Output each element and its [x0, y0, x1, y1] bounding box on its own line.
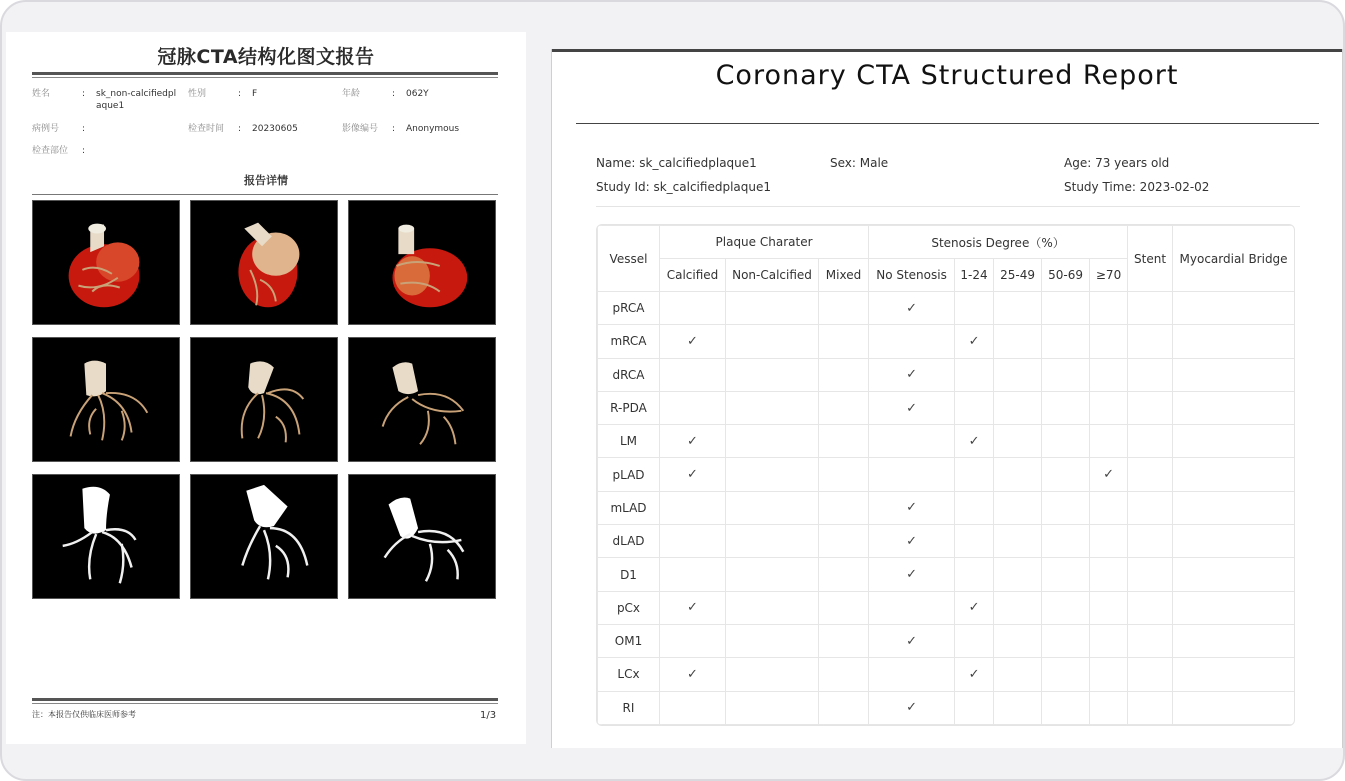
vr-heart-image-1[interactable] [32, 200, 180, 325]
table-cell [819, 691, 869, 724]
table-cell [660, 325, 726, 358]
table-cell [1042, 658, 1090, 691]
table-cell [726, 525, 819, 558]
table-cell [869, 491, 955, 524]
vessel-name: mRCA [598, 325, 660, 358]
table-cell [1090, 358, 1128, 391]
table-cell [1173, 591, 1295, 624]
checkmark-icon: ✓ [687, 433, 698, 449]
calcified-header: Calcified [660, 259, 726, 292]
checkmark-icon: ✓ [687, 600, 698, 616]
table-cell [726, 458, 819, 491]
table-cell [994, 292, 1042, 325]
table-cell [726, 292, 819, 325]
checkmark-icon: ✓ [906, 700, 917, 716]
table-cell [1128, 391, 1173, 424]
table-cell [726, 391, 819, 424]
name-label: 姓名 [32, 89, 51, 99]
vessel-name: dRCA [598, 358, 660, 391]
table-cell [726, 691, 819, 724]
checkmark-icon: ✓ [687, 666, 698, 682]
table-cell [819, 458, 869, 491]
checkmark-icon: ✓ [906, 367, 917, 383]
checkmark-icon: ✓ [906, 567, 917, 583]
table-cell [819, 491, 869, 524]
table-cell [1173, 624, 1295, 657]
table-cell [994, 491, 1042, 524]
table-cell [994, 558, 1042, 591]
image-id-label: 影像编号 [342, 124, 379, 134]
report-title-en: Coronary CTA Structured Report [715, 60, 1179, 91]
table-row [598, 624, 1295, 657]
table-cell [1090, 624, 1128, 657]
table-cell [955, 658, 994, 691]
vessel-name: LCx [598, 658, 660, 691]
stenosis-25-49-header: 25-49 [994, 259, 1042, 292]
table-cell [819, 391, 869, 424]
table-row [598, 325, 1295, 358]
table-cell [1128, 558, 1173, 591]
stenosis-50-69-header: 50-69 [1042, 259, 1090, 292]
table-cell [955, 624, 994, 657]
sex-colon: : [238, 89, 242, 99]
vessel-name: R-PDA [598, 391, 660, 424]
table-cell [1128, 292, 1173, 325]
footer-note: 注：本报告仅供临床医师参考 [32, 710, 136, 719]
coronary-tree-image-1[interactable] [32, 337, 180, 462]
table-row [598, 558, 1295, 591]
table-cell [726, 425, 819, 458]
table-cell [869, 292, 955, 325]
table-cell [869, 558, 955, 591]
title-divider-thin [32, 77, 498, 78]
checkmark-icon: ✓ [906, 533, 917, 549]
table-cell [1128, 458, 1173, 491]
footer-divider-thin [32, 703, 498, 704]
plaque-character-header: Plaque Charater [660, 226, 869, 259]
table-cell [1042, 425, 1090, 458]
table-row [598, 292, 1295, 325]
image-id-colon: : [392, 124, 396, 134]
table-cell [1128, 358, 1173, 391]
table-cell [726, 558, 819, 591]
table-cell [869, 624, 955, 657]
table-cell [660, 358, 726, 391]
table-cell [955, 292, 994, 325]
table-cell [819, 325, 869, 358]
myocardial-bridge-header: Myocardial Bridge [1173, 226, 1295, 292]
table-cell [1090, 391, 1128, 424]
table-cell [726, 325, 819, 358]
exam-time-label: 检查时间 [188, 124, 225, 134]
table-cell [726, 624, 819, 657]
patient-age: Age: 73 years old [1064, 156, 1170, 170]
table-cell [726, 591, 819, 624]
structured-report-table [596, 224, 1295, 726]
name-colon: : [82, 89, 86, 99]
exam-site-colon: : [82, 146, 86, 156]
stenosis-70-plus-header: ≥70 [1090, 259, 1128, 292]
stent-header: Stent [1128, 226, 1173, 292]
case-label: 病例号 [32, 124, 60, 134]
checkmark-icon: ✓ [906, 300, 917, 316]
mixed-header: Mixed [819, 259, 869, 292]
footer-divider [32, 698, 498, 701]
table-cell [955, 358, 994, 391]
table-cell [955, 591, 994, 624]
checkmark-icon: ✓ [687, 467, 698, 483]
table-cell [726, 658, 819, 691]
table-row [598, 525, 1295, 558]
exam-time-colon: : [238, 124, 242, 134]
table-cell [660, 491, 726, 524]
vessel-table-body [598, 292, 1295, 725]
table-cell [994, 624, 1042, 657]
table-cell [1128, 491, 1173, 524]
table-cell [1042, 458, 1090, 491]
table-cell [819, 658, 869, 691]
table-cell [869, 525, 955, 558]
table-row [598, 658, 1295, 691]
table-cell [869, 658, 955, 691]
vessel-name: OM1 [598, 624, 660, 657]
table-cell [660, 458, 726, 491]
table-cell [869, 458, 955, 491]
table-cell [994, 425, 1042, 458]
table-cell [819, 591, 869, 624]
table-cell [726, 358, 819, 391]
table-cell [1173, 358, 1295, 391]
case-colon: : [82, 124, 86, 134]
age-colon: : [392, 89, 396, 99]
vessel-name: dLAD [598, 525, 660, 558]
coronary-tree-image-3[interactable] [348, 337, 496, 462]
table-cell [1042, 525, 1090, 558]
table-cell [1042, 292, 1090, 325]
table-cell [994, 658, 1042, 691]
table-cell [1090, 425, 1128, 458]
table-cell [955, 325, 994, 358]
table-cell [1090, 558, 1128, 591]
table-cell [819, 558, 869, 591]
age-value: 062Y [406, 89, 429, 99]
vessel-name: pLAD [598, 458, 660, 491]
table-row [598, 391, 1295, 424]
table-cell [1042, 558, 1090, 591]
vessel-name: D1 [598, 558, 660, 591]
table-cell [1173, 325, 1295, 358]
study-id: Study Id: sk_calcifiedplaque1 [596, 180, 771, 194]
vessel-name: RI [598, 691, 660, 724]
checkmark-icon: ✓ [968, 333, 980, 349]
table-cell [1090, 658, 1128, 691]
table-cell [869, 325, 955, 358]
table-cell [660, 425, 726, 458]
table-cell [1173, 525, 1295, 558]
table-cell [955, 691, 994, 724]
coronary-tree-image-2[interactable] [190, 337, 338, 462]
exam-site-label: 检查部位 [32, 146, 69, 156]
table-cell [1128, 525, 1173, 558]
table-cell [955, 558, 994, 591]
table-cell [660, 525, 726, 558]
checkmark-icon: ✓ [906, 500, 917, 516]
table-row [598, 458, 1295, 491]
table-cell [955, 491, 994, 524]
table-cell [660, 591, 726, 624]
table-cell [726, 491, 819, 524]
checkmark-icon: ✓ [968, 666, 980, 682]
table-cell [819, 624, 869, 657]
checkmark-icon: ✓ [906, 633, 917, 649]
table-cell [994, 458, 1042, 491]
vessel-name: pRCA [598, 292, 660, 325]
table-cell [819, 425, 869, 458]
no-stenosis-header: No Stenosis [869, 259, 955, 292]
table-row [598, 425, 1295, 458]
table-cell [994, 391, 1042, 424]
name-value: sk_non-calcifiedpl aque1 [96, 89, 177, 111]
vessel-name: LM [598, 425, 660, 458]
mip-image-2[interactable] [190, 474, 338, 599]
table-cell [1173, 292, 1295, 325]
table-cell [1128, 325, 1173, 358]
checkmark-icon: ✓ [968, 433, 980, 449]
table-row [598, 591, 1295, 624]
table-cell [994, 525, 1042, 558]
page-number: 1/3 [480, 710, 497, 721]
table-cell [660, 292, 726, 325]
checkmark-icon: ✓ [968, 600, 980, 616]
table-cell [869, 591, 955, 624]
non-calcified-header: Non-Calcified [726, 259, 819, 292]
mip-image-1[interactable] [32, 474, 180, 599]
checkmark-icon: ✓ [1103, 467, 1114, 483]
table-cell [1042, 358, 1090, 391]
table-cell [1173, 391, 1295, 424]
table-cell [1128, 624, 1173, 657]
table-cell [1090, 525, 1128, 558]
table-cell [1090, 325, 1128, 358]
table-cell [1042, 491, 1090, 524]
vessel-name: pCx [598, 591, 660, 624]
image-id-value: Anonymous [406, 124, 460, 134]
table-cell [660, 624, 726, 657]
table-row [598, 358, 1295, 391]
table-cell [819, 358, 869, 391]
table-cell [994, 325, 1042, 358]
table-cell [1128, 658, 1173, 691]
title-divider [32, 72, 498, 75]
table-cell [1128, 425, 1173, 458]
table-cell [955, 525, 994, 558]
table-cell [955, 391, 994, 424]
table-cell [1042, 391, 1090, 424]
info-divider [596, 206, 1300, 207]
sex-label: 性别 [188, 89, 207, 99]
stenosis-degree-header: Stenosis Degree（%） [869, 226, 1128, 259]
sex-value: F [252, 89, 258, 99]
table-cell [994, 358, 1042, 391]
english-report-page [552, 49, 1342, 748]
table-cell [1173, 491, 1295, 524]
table-cell [1173, 425, 1295, 458]
checkmark-icon: ✓ [687, 333, 698, 349]
table-cell [994, 691, 1042, 724]
table-cell [1128, 691, 1173, 724]
table-cell [819, 525, 869, 558]
table-cell [1173, 558, 1295, 591]
table-cell [955, 458, 994, 491]
table-cell [819, 292, 869, 325]
vr-heart-image-3[interactable] [348, 200, 496, 325]
table-cell [1042, 691, 1090, 724]
patient-name: Name: sk_calcifiedplaque1 [596, 156, 757, 170]
table-cell [869, 425, 955, 458]
mip-image-3[interactable] [348, 474, 496, 599]
table-cell [1173, 691, 1295, 724]
table-cell [869, 358, 955, 391]
table-cell [660, 558, 726, 591]
vessel-header: Vessel [598, 226, 660, 292]
details-divider [32, 194, 498, 195]
report-details-heading: 报告详情 [244, 174, 288, 187]
table-row [598, 491, 1295, 524]
checkmark-icon: ✓ [906, 400, 917, 416]
table-cell [660, 691, 726, 724]
title-divider-en [576, 123, 1319, 124]
table-cell [1173, 458, 1295, 491]
table-cell [1090, 691, 1128, 724]
study-time: Study Time: 2023-02-02 [1064, 180, 1210, 194]
stenosis-1-24-header: 1-24 [955, 259, 994, 292]
table-cell [1042, 624, 1090, 657]
table-cell [1042, 325, 1090, 358]
table-cell [955, 425, 994, 458]
table-row [598, 691, 1295, 724]
exam-time-value: 20230605 [252, 124, 298, 134]
vessel-name: mLAD [598, 491, 660, 524]
table-cell [1128, 591, 1173, 624]
chinese-report-page [6, 32, 526, 744]
table-cell [994, 591, 1042, 624]
table-cell [869, 691, 955, 724]
table-cell [1090, 491, 1128, 524]
patient-sex: Sex: Male [830, 156, 889, 170]
age-label: 年龄 [342, 89, 361, 99]
table-cell [660, 391, 726, 424]
table-cell [1090, 591, 1128, 624]
vr-heart-image-2[interactable] [190, 200, 338, 325]
report-title: 冠脉CTA结构化图文报告 [157, 46, 375, 68]
table-cell [1090, 458, 1128, 491]
table-cell [869, 391, 955, 424]
table-cell [1090, 292, 1128, 325]
table-cell [1173, 658, 1295, 691]
table-cell [1042, 591, 1090, 624]
table-cell [660, 658, 726, 691]
